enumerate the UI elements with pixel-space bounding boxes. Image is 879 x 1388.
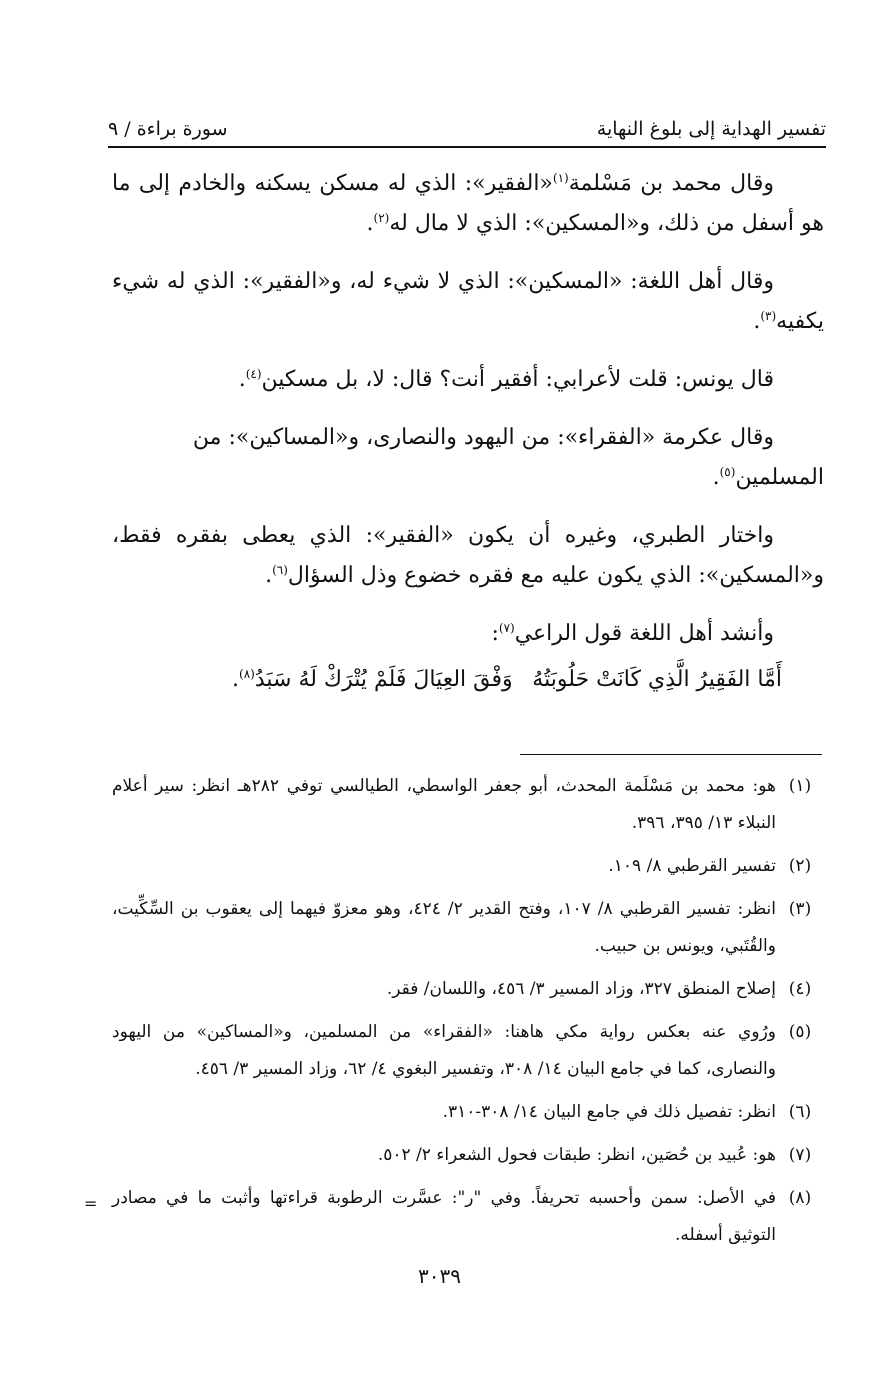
text-run: . <box>753 309 761 334</box>
footnote <box>112 1014 824 1088</box>
footnote-number: (٦) <box>788 1102 812 1122</box>
footnote <box>112 891 824 965</box>
footnote <box>112 971 824 1008</box>
footnote-number: (٢) <box>788 856 812 876</box>
running-header <box>108 108 826 140</box>
footnote-text: انظر: تفسير القرطبي ٨/ ١٠٧، وفتح القدير ٢/ ٤٢٤، وهو معزوّ فيهما إلى يعقوب بن السِّكِّيت، والقُتَبي، ويونس بن حبيب. <box>112 899 776 956</box>
paragraph-2 <box>112 262 824 342</box>
text-run: . <box>712 465 720 490</box>
main-text <box>112 164 824 700</box>
text-run: وأنشد أهل اللغة قول الراعي <box>514 621 774 646</box>
footnote-text: تفسير القرطبي ٨/ ١٠٩. <box>608 856 776 876</box>
footnote-number: (٧) <box>788 1145 812 1165</box>
footnote <box>112 1094 824 1131</box>
verse-first-hemistich: أَمَّا الفَقِيرُ الَّذِي كَانَتْ حَلُوبَتُهُ <box>532 667 782 692</box>
header-rule <box>108 146 826 148</box>
footnote-ref: (٥) <box>719 465 736 479</box>
book-title: تفسير الهداية إلى بلوغ النهاية <box>596 118 826 140</box>
footnote-text: إصلاح المنطق ٣٢٧، وزاد المسير ٣/ ٤٥٦، واللسان/ فقر. <box>386 979 776 999</box>
footnote <box>112 1137 824 1174</box>
footnote-text: ورُوي عنه بعكس رواية مكي هاهنا: «الفقراء» من المسلمين، و«المساكين» من اليهود والنصارى، كما في جامع البيان ١٤/ ٣٠٨، وتفسير البغوي ٤/ ٦٢، وزاد المسير ٣/ ٤٥٦. <box>112 1022 776 1079</box>
footnote <box>112 848 824 885</box>
text-run: : <box>491 621 499 646</box>
surah-label: سورة براءة / ٩ <box>108 118 228 140</box>
verse-second-hemistich <box>232 660 513 700</box>
footnote-text: انظر: تفصيل ذلك في جامع البيان ١٤/ ٣٠٨-٣١٠. <box>442 1102 776 1122</box>
footnote-ref: (٧) <box>498 621 515 635</box>
paragraph-4 <box>112 418 824 498</box>
text-run: . <box>232 667 239 692</box>
paragraph-6 <box>112 614 824 654</box>
text-run: وقال أهل اللغة: «المسكين»: الذي لا شيء له، و«الفقير»: الذي له شيء يكفيه <box>112 269 824 334</box>
footnote-text: هو: محمد بن مَسْلَمة المحدث، أبو جعفر الواسطي، الطيالسي توفي ٢٨٢هـ انظر: سير أعلام النبلاء ١٣/ ٣٩٥، ٣٩٦. <box>112 776 776 833</box>
text-run: . <box>366 211 374 236</box>
continuation-mark: = <box>84 1194 98 1213</box>
poetry-verse <box>112 660 824 700</box>
footnote-ref: (١) <box>552 171 569 185</box>
footnote-text: هو: عُبيد بن حُصَين، انظر: طبقات فحول الشعراء ٢/ ٥٠٢. <box>377 1145 776 1165</box>
footnote-separator <box>520 754 822 755</box>
footnote-number: (٤) <box>788 979 812 999</box>
text-run: وَفْقَ العِيَالَ فَلَمْ يُتْرَكْ لَهُ سَبَدُ <box>254 667 513 692</box>
text-run: قال يونس: قلت لأعرابي: أفقير أنت؟ قال: لا، بل مسكين <box>261 367 774 392</box>
text-run: واختار الطبري، وغيره أن يكون «الفقير»: الذي يعطى بفقره فقط، و«المسكين»: الذي يكون عليه مع فقره خضوع وذل السؤال <box>112 523 824 588</box>
footnote <box>112 1180 824 1254</box>
footnote-ref: (٦) <box>272 563 288 577</box>
footnote-ref: (٨) <box>239 667 255 681</box>
page-number: ٣٠٣٩ <box>418 1264 461 1288</box>
footnote-ref: (٢) <box>373 211 390 225</box>
footnote-number: (٣) <box>788 899 812 919</box>
footnote <box>112 768 824 842</box>
text-run: . <box>265 563 273 588</box>
text-run: . <box>238 367 246 392</box>
footnotes <box>112 768 824 1260</box>
footnote-ref: (٣) <box>760 309 777 323</box>
footnote-ref: (٤) <box>245 367 262 381</box>
footnote-number: (٥) <box>788 1022 812 1042</box>
paragraph-5 <box>112 516 824 596</box>
footnote-number: (١) <box>788 776 812 796</box>
text-run: وقال عكرمة «الفقراء»: من اليهود والنصارى، و«المساكين»: من المسلمين <box>192 425 824 490</box>
paragraph-3 <box>112 360 824 400</box>
text-run: «الفقير»: الذي له مسكن يسكنه والخادم إلى ما هو أسفل من ذلك، و«المسكين»: الذي لا مال له <box>112 171 824 236</box>
footnote-text: في الأصل: سمن وأحسبه تحريفاً. وفي "ر": عسَّرت الرطوبة قراءتها وأثبت ما في مصادر التوثيق أسفله. <box>112 1188 776 1245</box>
text-run: وقال محمد بن مَسْلمة <box>568 171 775 196</box>
paragraph-1 <box>112 164 824 244</box>
footnote-number: (٨) <box>788 1188 812 1208</box>
